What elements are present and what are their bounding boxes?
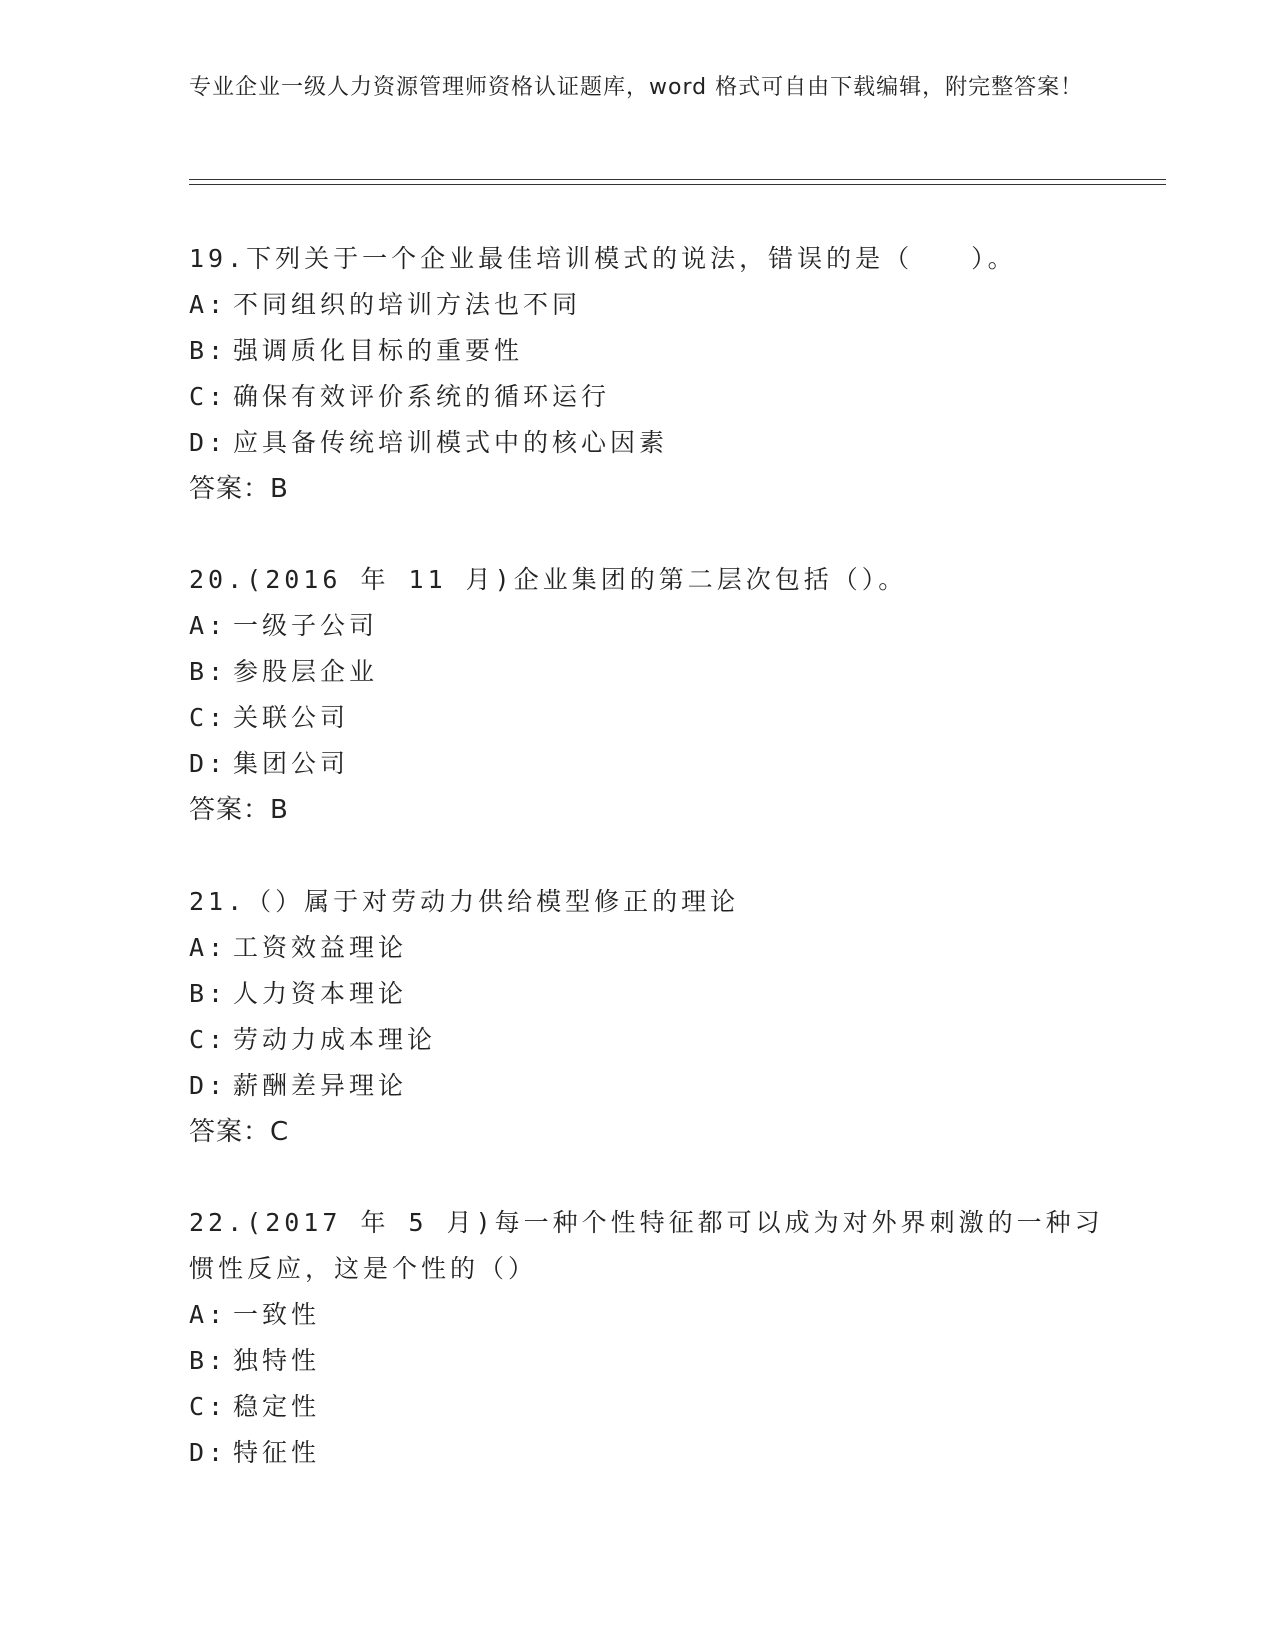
option-letter: B: [189, 336, 228, 365]
option-b [189, 971, 1109, 1017]
option-text: 关联公司 [233, 703, 350, 732]
option-text: 特征性 [233, 1438, 321, 1467]
question-stem: 20.(2016 年 11 月)企业集团的第二层次包括（）。 [189, 565, 908, 594]
option-text: 确保有效评价系统的循环运行 [233, 382, 611, 411]
header-divider-bottom [189, 184, 1166, 185]
option-a [189, 925, 1109, 971]
question-stem: 22.(2017 年 5 月)每一种个性特征都可以成为对外界刺激的一种习惯性反应，这是个性的（） [189, 1208, 1104, 1283]
answer-line: 答案：C [189, 1117, 290, 1147]
question-stem: 19.下列关于一个企业最佳培训模式的说法，错误的是（ ）。 [189, 244, 1017, 273]
option-letter: B: [189, 657, 228, 686]
question-22 [189, 1200, 1109, 1476]
option-letter: A: [189, 290, 228, 319]
option-c [189, 374, 1109, 420]
option-text: 工资效益理论 [233, 933, 408, 962]
option-text: 独特性 [233, 1346, 321, 1375]
option-text: 薪酬差异理论 [233, 1071, 408, 1100]
option-c [189, 1017, 1109, 1063]
question-21 [189, 879, 1109, 1155]
option-c [189, 695, 1109, 741]
option-b [189, 649, 1109, 695]
option-text: 人力资本理论 [233, 979, 408, 1008]
question-19 [189, 236, 1109, 512]
option-text: 应具备传统培训模式中的核心因素 [233, 428, 669, 457]
option-text: 参股层企业 [233, 657, 379, 686]
question-20 [189, 557, 1109, 833]
option-letter: A: [189, 611, 228, 640]
option-a [189, 282, 1109, 328]
option-a [189, 603, 1109, 649]
option-text: 稳定性 [233, 1392, 321, 1421]
option-letter: B: [189, 979, 228, 1008]
answer-line: 答案：B [189, 795, 289, 825]
option-c [189, 1384, 1109, 1430]
option-b [189, 1338, 1109, 1384]
header-divider-top [189, 179, 1166, 180]
option-letter: C: [189, 382, 228, 411]
option-b [189, 328, 1109, 374]
option-d [189, 741, 1109, 787]
option-letter: C: [189, 1025, 228, 1054]
option-text: 一致性 [233, 1300, 321, 1329]
option-d [189, 1430, 1109, 1476]
option-text: 集团公司 [233, 749, 350, 778]
option-d [189, 420, 1109, 466]
option-text: 不同组织的培训方法也不同 [233, 290, 582, 319]
option-letter: D: [189, 1071, 228, 1100]
option-a [189, 1292, 1109, 1338]
option-text: 一级子公司 [233, 611, 379, 640]
option-text: 劳动力成本理论 [233, 1025, 437, 1054]
option-letter: A: [189, 1300, 228, 1329]
option-d [189, 1063, 1109, 1109]
option-letter: D: [189, 749, 228, 778]
option-letter: C: [189, 703, 228, 732]
question-stem: 21.（）属于对劳动力供给模型修正的理论 [189, 887, 740, 916]
option-letter: D: [189, 1438, 228, 1467]
option-letter: C: [189, 1392, 228, 1421]
option-letter: B: [189, 1346, 228, 1375]
option-letter: D: [189, 428, 228, 457]
option-letter: A: [189, 933, 228, 962]
document-header: 专业企业一级人力资源管理师资格认证题库，word 格式可自由下载编辑，附完整答案！ [189, 75, 1084, 100]
option-text: 强调质化目标的重要性 [233, 336, 524, 365]
answer-line: 答案：B [189, 474, 289, 504]
